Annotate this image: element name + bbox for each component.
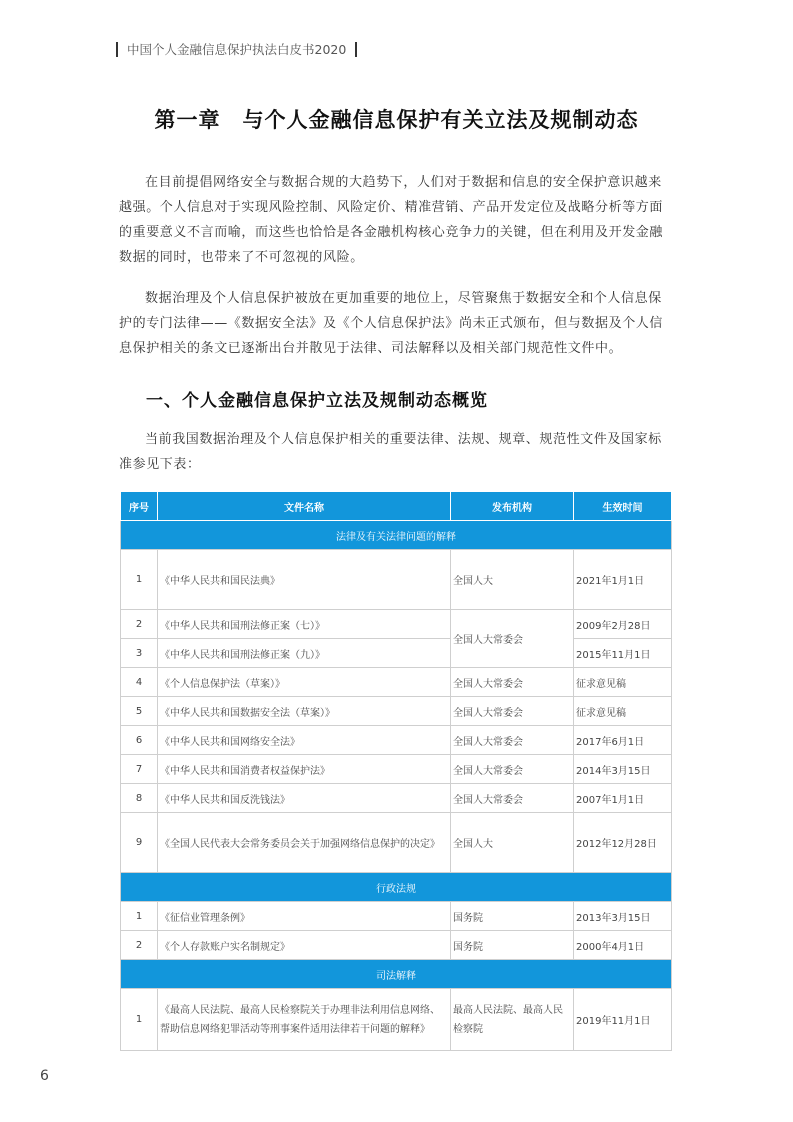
- row-num: 2: [121, 931, 158, 960]
- row-num: 1: [121, 989, 158, 1051]
- table-row: [121, 639, 672, 668]
- row-date: 2013年3月15日: [574, 902, 672, 931]
- category-row-laws: [121, 521, 672, 550]
- page-number: 6: [40, 1068, 49, 1084]
- row-num: 2: [121, 610, 158, 639]
- category-laws: 法律及有关法律问题的解释: [121, 521, 672, 550]
- header-title: 中国个人金融信息保护执法白皮书2020: [127, 42, 347, 57]
- header-document-name: 文件名称: [158, 492, 451, 521]
- row-name: 《中华人民共和国消费者权益保护法》: [158, 755, 451, 784]
- data-governance-paragraph: 数据治理及个人信息保护被放在更加重要的地位上，尽管聚焦于数据安全和个人信息保护的专门法律——《数据安全法》及《个人信息保护法》尚未正式颁布，但与数据及个人信息保护相关的条文已逐渐出台并散见于法律、司法解释以及相关部门规范性文件中。: [119, 291, 664, 356]
- row-num: 9: [121, 813, 158, 873]
- row-num: 6: [121, 726, 158, 755]
- table-row: [121, 550, 672, 610]
- row-org: 全国人大常委会: [451, 755, 574, 784]
- row-num: 5: [121, 697, 158, 726]
- row-date: 2017年6月1日: [574, 726, 672, 755]
- table-row: [121, 931, 672, 960]
- table-header-row: [121, 492, 672, 521]
- row-date: 2000年4月1日: [574, 931, 672, 960]
- category-judicial-interpretations: 司法解释: [121, 960, 672, 989]
- running-header: [116, 40, 357, 58]
- table-row: [121, 610, 672, 639]
- row-org: 最高人民法院、最高人民检察院: [451, 989, 574, 1051]
- row-org: 全国人大常委会: [451, 697, 574, 726]
- row-date: 2015年11月1日: [574, 639, 672, 668]
- row-name: 《个人存款账户实名制规定》: [158, 931, 451, 960]
- row-num: 1: [121, 902, 158, 931]
- row-num: 3: [121, 639, 158, 668]
- row-num: 7: [121, 755, 158, 784]
- table-row: [121, 697, 672, 726]
- category-row-admin: [121, 873, 672, 902]
- row-name: 《个人信息保护法（草案）》: [158, 668, 451, 697]
- table-row: [121, 726, 672, 755]
- row-date: 征求意见稿: [574, 697, 672, 726]
- regulations-table: [120, 491, 672, 1051]
- row-name: 《中华人民共和国反洗钱法》: [158, 784, 451, 813]
- row-org: 全国人大: [451, 550, 574, 610]
- header-effective-date: 生效时间: [574, 492, 672, 521]
- category-row-judicial: [121, 960, 672, 989]
- chapter-title: 第一章 与个人金融信息保护有关立法及规制动态: [154, 108, 639, 132]
- table-row: [121, 755, 672, 784]
- row-org: 国务院: [451, 902, 574, 931]
- row-name: 《中华人民共和国网络安全法》: [158, 726, 451, 755]
- table-row: [121, 902, 672, 931]
- row-name: 《征信业管理条例》: [158, 902, 451, 931]
- row-name: 《全国人民代表大会常务委员会关于加强网络信息保护的决定》: [158, 813, 451, 873]
- row-date: 2012年12月28日: [574, 813, 672, 873]
- table-row: [121, 668, 672, 697]
- row-date: 2007年1月1日: [574, 784, 672, 813]
- row-name: 《中华人民共和国民法典》: [158, 550, 451, 610]
- row-org: 国务院: [451, 931, 574, 960]
- table-intro-paragraph: 当前我国数据治理及个人信息保护相关的重要法律、法规、规章、规范性文件及国家标准参见下表：: [119, 432, 662, 472]
- row-num: 1: [121, 550, 158, 610]
- row-org: 全国人大: [451, 813, 574, 873]
- header-serial: 序号: [121, 492, 158, 521]
- table-row: [121, 784, 672, 813]
- row-org: 全国人大常委会: [451, 784, 574, 813]
- row-org: 全国人大常委会: [451, 610, 574, 668]
- section-title: 一、个人金融信息保护立法及规制动态概览: [146, 391, 488, 411]
- header-bar-right: [355, 42, 357, 57]
- row-name: 《中华人民共和国刑法修正案（九）》: [158, 639, 451, 668]
- category-administrative-regulations: 行政法规: [121, 873, 672, 902]
- row-name: 《中华人民共和国刑法修正案（七）》: [158, 610, 451, 639]
- row-name: 《最高人民法院、最高人民检察院关于办理非法利用信息网络、帮助信息网络犯罪活动等刑事案件适用法律若干问题的解释》: [158, 989, 451, 1051]
- row-name: 《中华人民共和国数据安全法（草案）》: [158, 697, 451, 726]
- row-org: 全国人大常委会: [451, 726, 574, 755]
- row-date: 2009年2月28日: [574, 610, 672, 639]
- header-issuer: 发布机构: [451, 492, 574, 521]
- row-date: 2019年11月1日: [574, 989, 672, 1051]
- row-date: 2014年3月15日: [574, 755, 672, 784]
- table-row: [121, 989, 672, 1051]
- row-org: 全国人大常委会: [451, 668, 574, 697]
- intro-paragraph: 在目前提倡网络安全与数据合规的大趋势下，人们对于数据和信息的安全保护意识越来越强。个人信息对于实现风险控制、风险定价、精准营销、产品开发定位及战略分析等方面的重要意义不言而喻，而这些也恰恰是各金融机构核心竞争力的关键，但在利用及开发金融数据的同时，也带来了不可忽视的风险。: [119, 175, 664, 265]
- row-num: 4: [121, 668, 158, 697]
- table-row: [121, 813, 672, 873]
- row-num: 8: [121, 784, 158, 813]
- row-date: 2021年1月1日: [574, 550, 672, 610]
- row-date: 征求意见稿: [574, 668, 672, 697]
